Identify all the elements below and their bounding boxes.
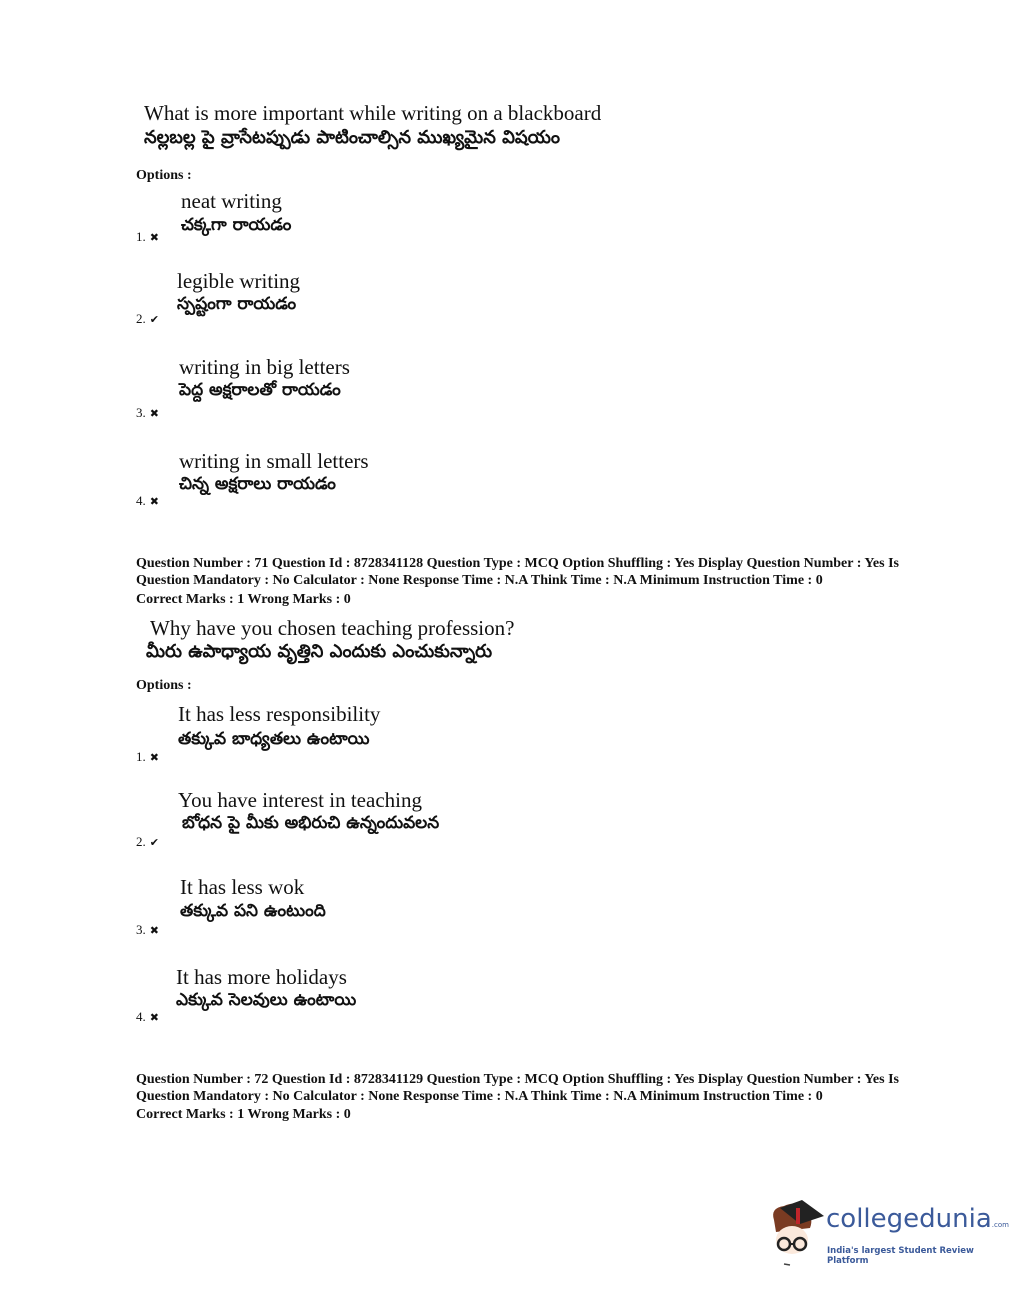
check-icon: ✔	[149, 314, 159, 326]
wrong-icon: ✖	[149, 1012, 159, 1024]
option-text-en: You have interest in teaching	[178, 788, 422, 812]
logo-brand: collegedunia	[826, 1204, 992, 1234]
option-text-te: స్పష్టంగా రాయడం	[177, 294, 297, 314]
question-meta: Question Number : 72 Question Id : 8728341129 Question Type : MCQ Option Shuffling : Yes Display Question Number : Yes Is Question Mandatory : No Calculator : None Response Time : N.A Think Time : N.A Minimum Instruction Time : 0	[136, 1072, 899, 1104]
option-text-en: legible writing	[177, 269, 301, 293]
logo-tagline: India's largest Student Review Platform	[827, 1246, 974, 1266]
wrong-icon: ✖	[149, 925, 159, 937]
question-text-en: Why have you chosen teaching profession?	[150, 616, 515, 640]
option-number: 3.	[136, 405, 146, 420]
logo-domain: .com	[991, 1221, 1009, 1229]
option-text-en: It has less wok	[180, 875, 305, 899]
option-text-en: writing in big letters	[179, 355, 350, 379]
option-number: 4.	[136, 493, 146, 508]
mascot-icon	[766, 1198, 824, 1268]
option-text-en: It has less responsibility	[178, 702, 381, 726]
wrong-icon: ✖	[149, 496, 159, 508]
options-label: Options :	[136, 678, 192, 693]
option-number: 2.	[136, 311, 146, 326]
question-marks: Correct Marks : 1 Wrong Marks : 0	[136, 1107, 351, 1122]
options-label: Options :	[136, 168, 192, 183]
check-icon: ✔	[149, 837, 159, 849]
option-text-te: తక్కువ పని ఉంటుంది	[180, 901, 326, 921]
wrong-icon: ✖	[149, 408, 159, 420]
option-text-te: చక్కగా రాయడం	[181, 215, 292, 235]
question-text-te: మీరు ఉపాధ్యాయ వృత్తిని ఎందుకు ఎంచుకున్నారు	[146, 641, 493, 662]
option-text-en: It has more holidays	[176, 965, 347, 989]
option-text-en: writing in small letters	[179, 449, 369, 473]
option-text-en: neat writing	[181, 189, 282, 213]
option-text-te: పెద్ద అక్షరాలతో రాయడం	[179, 380, 341, 400]
question-meta: Question Number : 71 Question Id : 8728341128 Question Type : MCQ Option Shuffling : Yes Display Question Number : Yes Is Question Mandatory : No Calculator : None Response Time : N.A Think Time : N.A Minimum Instruction Time : 0	[136, 556, 899, 588]
option-number: 2.	[136, 834, 146, 849]
option-number: 4.	[136, 1009, 146, 1024]
option-text-te: బోధన పై మీకు అభిరుచి ఉన్నందువలన	[182, 813, 440, 833]
option-number: 3.	[136, 922, 146, 937]
collegedunia-logo	[766, 1198, 1009, 1273]
question-text-te: నల్లబల్ల పై వ్రాసేటప్పుడు పాటించాల్సిన ముఖ్యమైన విషయం	[144, 127, 561, 148]
option-text-te: ఎక్కువ సెలవులు ఉంటాయి	[176, 990, 357, 1010]
question-marks: Correct Marks : 1 Wrong Marks : 0	[136, 592, 351, 607]
question-text-en: What is more important while writing on a blackboard	[144, 101, 602, 125]
wrong-icon: ✖	[149, 752, 159, 764]
option-text-te: చిన్న అక్షరాలు రాయడం	[179, 474, 336, 494]
option-number: 1.	[136, 749, 146, 764]
wrong-icon: ✖	[149, 232, 159, 244]
option-text-te: తక్కువ బాధ్యతలు ఉంటాయి	[178, 729, 370, 749]
option-number: 1.	[136, 229, 146, 244]
